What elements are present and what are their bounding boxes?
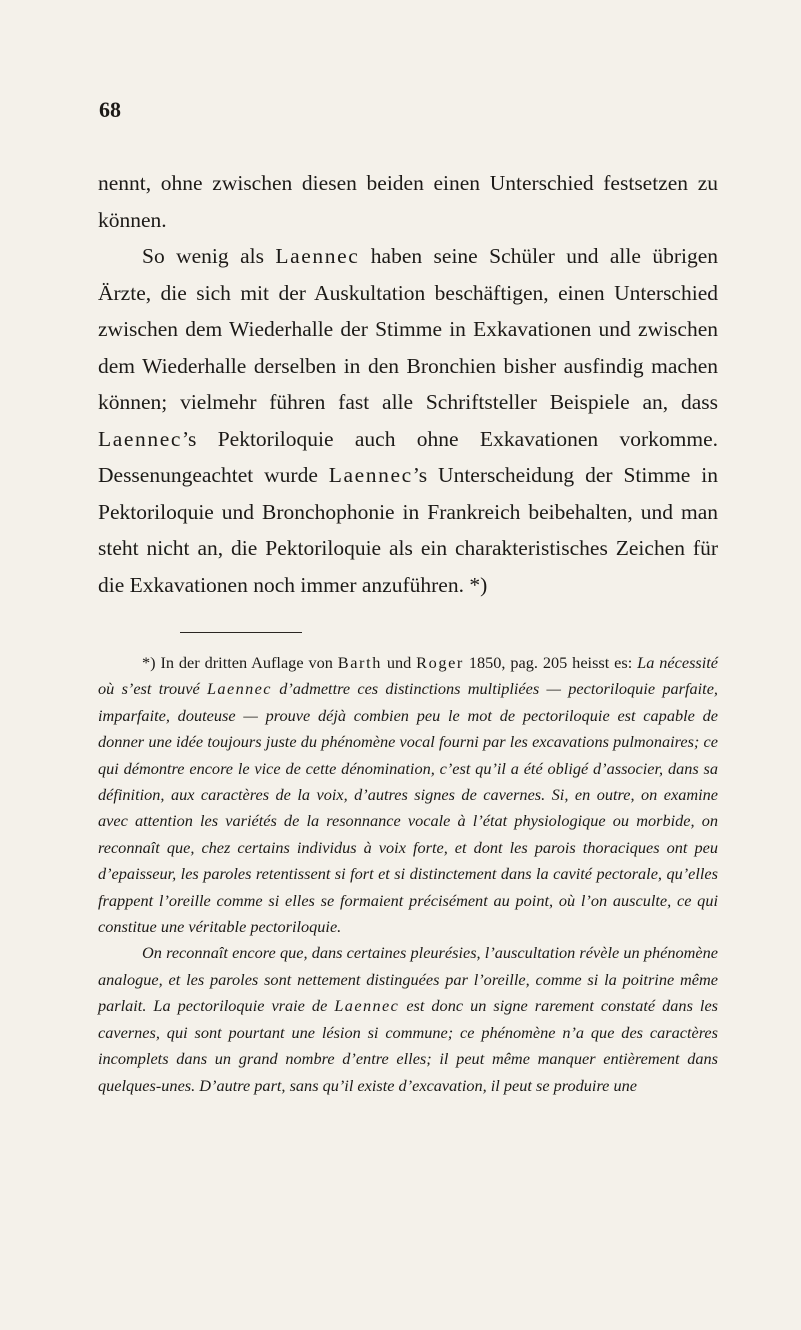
- french-quote: d’admettre ces distinctions multipliées — pectoriloquie parfaite, imparfaite, douteuse — prouve déjà combien peu le mot de pectoriloquie est capable de donner une idée toujours juste du phénomène vocal fourni par les excavations pulmonaires; ce qui démontre encore le vice de cette dénomination, c’est qu’il a été obligé d’associer, dans sa définition, aux caractères de la voix, d’autres signes de cavernes. Si, en outre, on examine avec attention les variétés de la resonnance vocale à l’état physiologique ou morbide, on reconnaît que, chez certains individus à voix forte, et dont les parois thoraciques ont peu d’epaisseur, les paroles retentissent si fort et si distinctement dans la cavité pectorale, qu’elles frappent l’oreille comme si elles se formaient précisément au point, où l’on ausculte, ce qui constitue une véritable pectoriloquie.: [98, 679, 718, 937]
- french-quote: est donc un signe rarement constaté dans les cavernes, qui sont pourtant une lésion si commune; ce phénomène n’a que des caractères incomplets dans un grand nombre d’entre elles; il peut même manquer entièrement dans quelques-unes. D’autre part, sans qu’il existe d’excavation, il peut se produire une: [98, 996, 719, 1095]
- footnote-paragraph-2: [98, 940, 718, 1098]
- page-number: 68: [99, 97, 121, 122]
- text-run: ’s Unterscheidung der Stimme in Pektoriloquie und Bronchophonie in Frankreich beibehalten, und man steht nicht an, die Pektoriloquie als ein charakteristisches Zeichen für die Exkavationen noch immer anzuführen. *): [98, 463, 718, 597]
- text-run: und: [381, 653, 417, 672]
- french-quote: La nécessité où s’est trouvé: [98, 653, 719, 699]
- paragraph-2: [98, 238, 718, 603]
- author-name: Laennec: [98, 426, 183, 451]
- paragraph-1: nennt, ohne zwischen diesen beiden einen Unterschied festsetzen zu können.: [98, 171, 718, 232]
- author-name: Laennec: [328, 463, 413, 487]
- footnote-separator: [180, 632, 302, 633]
- text-run: So wenig als: [142, 244, 276, 268]
- french-quote: On reconnaît encore que, dans certaines pleurésies, l’auscultation révèle un phénomène analogue, et les paroles sont nettement distinguées par l’oreille, comme si la poitrine même parlait. La pectoriloquie vraie de: [98, 943, 718, 1016]
- author-name: Barth: [337, 653, 382, 672]
- main-text: [98, 165, 718, 603]
- text-run: 1850, pag. 205 heisst es:: [463, 653, 638, 672]
- text-run: *) In der dritten Auflage von: [142, 653, 338, 672]
- author-name: Laennec: [275, 244, 360, 268]
- author-name: Laennec: [334, 996, 400, 1016]
- footnote-paragraph-1: [98, 650, 718, 940]
- text-run: ’s Pektoriloquie auch ohne Exkavationen vorkomme. Dessenungeachtet wurde: [98, 426, 718, 487]
- author-name: Laennec: [206, 679, 272, 699]
- text-run: haben seine Schüler und alle übrigen Ärzte, die sich mit der Auskultation beschäftigen, einen Unterschied zwischen dem Wiederhalle der Stimme in Exkavationen und zwischen dem Wiederhalle derselben in den Bronchien bisher ausfindig machen können; vielmehr führen fast alle Schriftsteller Beispiele an, dass: [98, 244, 718, 414]
- author-name: Roger: [416, 653, 464, 672]
- footnote: [98, 650, 718, 1099]
